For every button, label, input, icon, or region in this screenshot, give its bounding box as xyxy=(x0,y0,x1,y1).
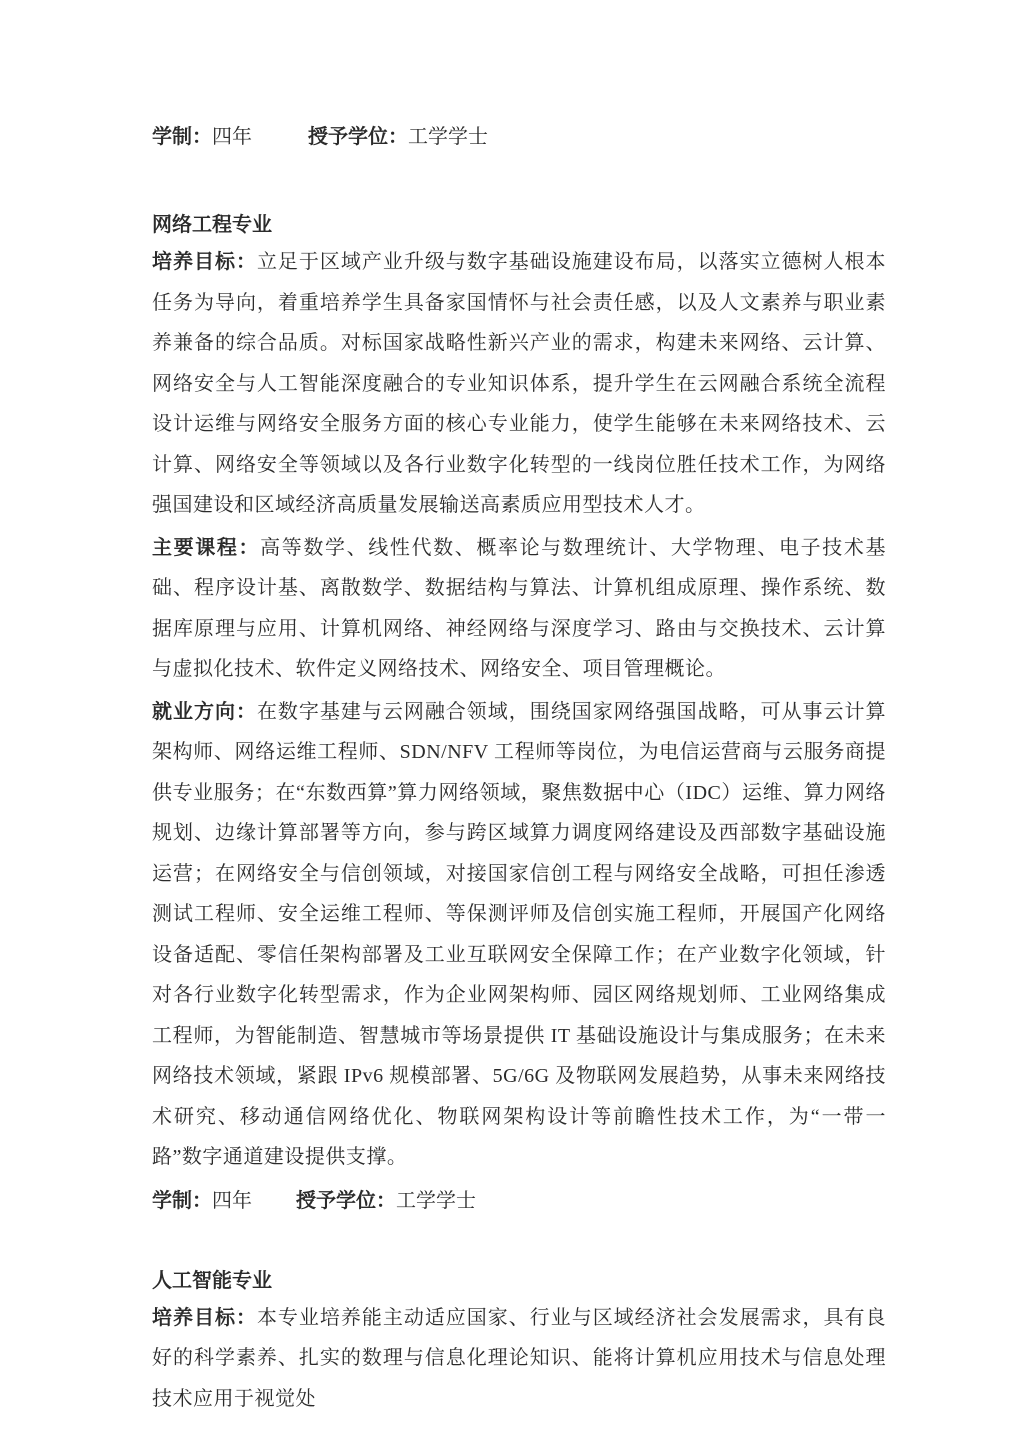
degree-line-top xyxy=(152,122,886,152)
objectives-label: 培养目标： xyxy=(152,1306,257,1329)
duration-value: 四年 xyxy=(212,1189,252,1212)
section-heading-artificial-intelligence: 人工智能专业 xyxy=(152,1269,272,1292)
careers-text: 在数字基建与云网融合领域，围绕国家网络强国战略，可从事云计算架构师、网络运维工程师、SDN/NFV 工程师等岗位，为电信运营商与云服务商提供专业服务；在“东数西算”算力网络领域，聚焦数据中心（IDC）运维、算力网络规划、边缘计算部署等方向，参与跨区域算力调度网络建设及西部数字基础设施运营；在网络安全与信创领域，对接国家信创工程与网络安全战略，可担任渗透测试工程师、安全运维工程师、等保测评师及信创实施工程师，开展国产化网络设备适配、零信任架构部署及工业互联网安全保障工作；在产业数字化领域，针对各行业数字化转型需求，作为企业网架构师、园区网络规划师、工业网络集成工程师，为智能制造、智慧城市等场景提供 IT 基础设施设计与集成服务；在未来网络技术领域，紧跟 IPv6 规模部署、5G/6G 及物联网发展趋势，从事未来网络技术研究、移动通信网络优化、物联网架构设计等前瞻性技术工作，为“一带一路”数字通道建设提供支撑。 xyxy=(152,700,887,1168)
courses-label: 主要课程： xyxy=(152,536,261,559)
section-heading-network-engineering: 网络工程专业 xyxy=(152,214,272,236)
objectives-label: 培养目标： xyxy=(152,251,257,273)
network-objectives-paragraph xyxy=(152,242,886,526)
document-content xyxy=(152,122,886,1419)
duration-value: 四年 xyxy=(212,126,252,148)
degree-label: 授予学位： xyxy=(296,1189,396,1212)
degree-value: 工学学士 xyxy=(408,126,488,148)
network-courses-paragraph xyxy=(152,528,886,690)
degree-value: 工学学士 xyxy=(396,1189,476,1212)
courses-text: 高等数学、线性代数、概率论与数理统计、大学物理、电子技术基础、程序设计基、离散数学、数据结构与算法、计算机组成原理、操作系统、数据库原理与应用、计算机网络、神经网络与深度学习、路由与交换技术、云计算与虚拟化技术、软件定义网络技术、网络安全、项目管理概论。 xyxy=(152,536,887,680)
careers-label: 就业方向： xyxy=(152,700,257,723)
objectives-text: 本专业培养能主动适应国家、行业与区域经济社会发展需求，具有良好的科学素养、扎实的数理与信息化理论知识、能将计算机应用技术与信息处理技术应用于视觉处 xyxy=(152,1306,887,1410)
objectives-text: 立足于区域产业升级与数字基础设施建设布局，以落实立德树人根本任务为导向，着重培养学生具备家国情怀与社会责任感，以及人文素养与职业素养兼备的综合品质。对标国家战略性新兴产业的需求，构建未来网络、云计算、网络安全与人工智能深度融合的专业知识体系，提升学生在云网融合系统全流程设计运维与网络安全服务方面的核心专业能力，使学生能够在未来网络技术、云计算、网络安全等领域以及各行业数字化转型的一线岗位胜任技术工作，为网络强国建设和区域经济高质量发展输送高素质应用型技术人才。 xyxy=(152,251,887,516)
duration-label: 学制： xyxy=(152,126,212,148)
degree-label: 授予学位： xyxy=(308,126,408,148)
ai-objectives-paragraph xyxy=(152,1298,886,1420)
degree-line-network xyxy=(152,1186,886,1216)
duration-label: 学制： xyxy=(152,1189,212,1212)
network-careers-paragraph xyxy=(152,692,886,1178)
